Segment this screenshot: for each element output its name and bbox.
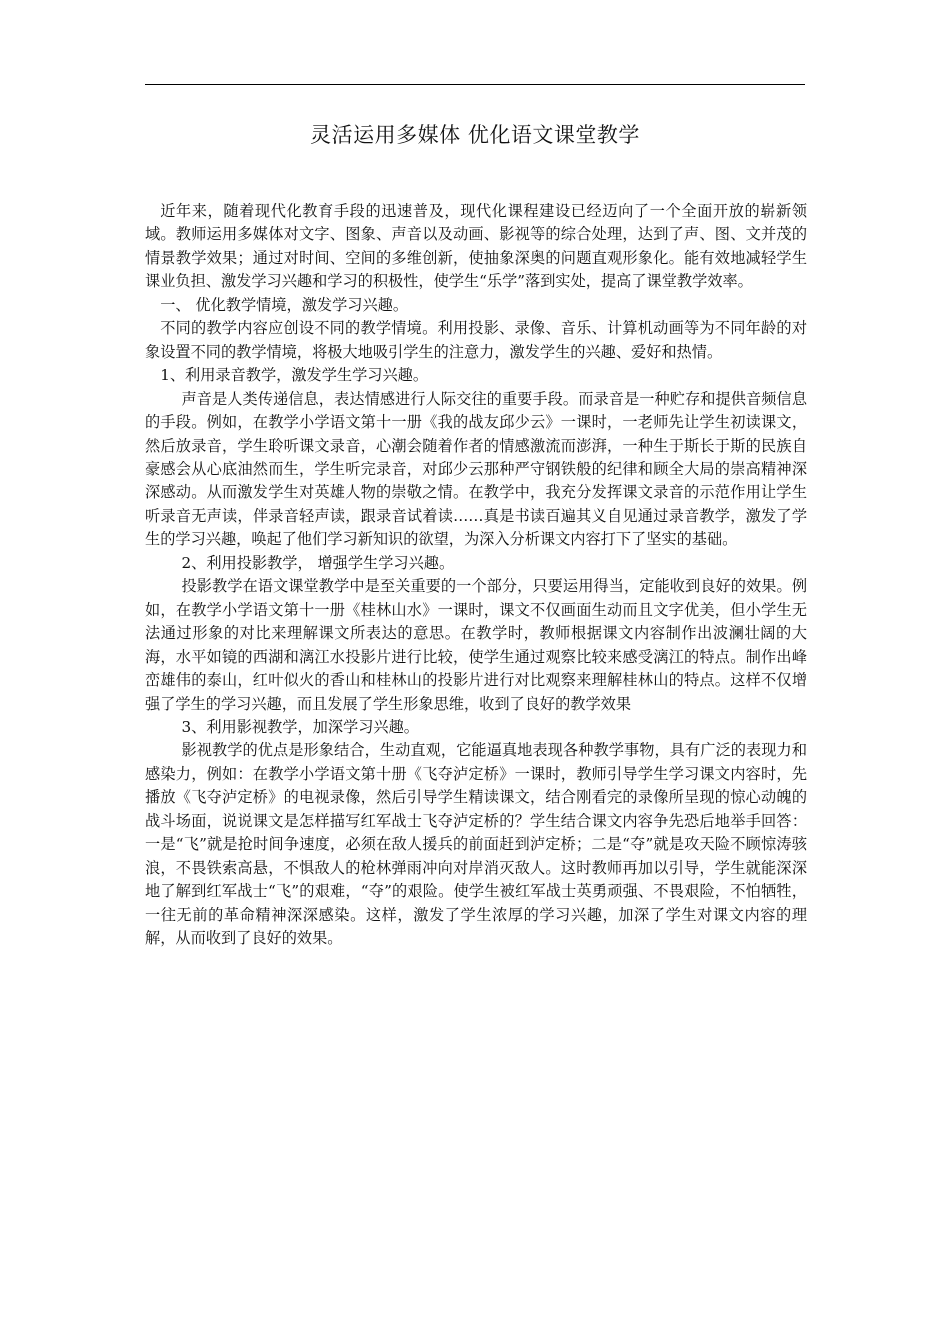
intro-paragraph: 近年来，随着现代化教育手段的迅速普及，现代化课程建设已经迈向了一个全面开放的崭新领域。教师运用多媒体对文字、图象、声音以及动画、影视等的综合处理，达到了声、图、文并茂的情景教学效果；通过对时间、空间的多维创新，使抽象深奥的问题直观形象化。能有效地减轻学生课业负担、激发学习兴趣和学习的积极性，使学生“乐学”落到实处，提高了课堂教学效率。 — [145, 202, 807, 291]
subheading-2: 2、利用投影教学， 增强学生学习兴趣。 — [181, 553, 455, 572]
section-heading-1: 一、 优化教学情境，激发学习兴趣。 — [160, 295, 409, 314]
subsection-1-paragraph: 声音是人类传递信息，表达情感进行人际交往的重要手段。而录音是一种贮存和提供音频信息的手段。例如，在教学小学语文第十一册《我的战友邱少云》一课时，一老师先让学生初读课文，然后放录音，学生聆听课文录音，心潮会随着作者的情感激流而澎湃，一种生于斯长于斯的民族自豪感会从心底油然而生，学生听完录音，对邱少云那种严守钢铁般的纪律和顾全大局的崇高精神深深感动。从而激发学生对英雄人物的崇敬之情。在教学中，我充分发挥课文录音的示范作用让学生听录音无声读，伴录音轻声读，跟录音试着读……真是书读百遍其义自见通过录音教学，激发了学生的学习兴趣，唤起了他们学习新知识的欲望，为深入分析课文内容打下了坚实的基础。 — [145, 389, 807, 549]
subsection-3-paragraph: 影视教学的优点是形象结合，生动直观，它能逼真地表现各种教学事物，具有广泛的表现力和感染力，例如：在教学小学语文第十册《飞夺泸定桥》一课时，教师引导学生学习课文内容时，先播放《飞夺泸定桥》的电视录像，然后引导学生精读课文，结合刚看完的录像所呈现的惊心动魄的战斗场面，说说课文是怎样描写红军战士飞夺泸定桥的？学生结合课文内容争先恐后地举手回答：一是“飞”就是抢时间争速度，必须在敌人援兵的前面赶到泸定桥；二是“夺”就是攻天险不顾惊涛骇浪，不畏铁索高悬，不惧敌人的枪林弹雨冲向对岸消灭敌人。这时教师再加以引导，学生就能深深地了解到红军战士“飞”的艰难，“夺”的艰险。使学生被红军战士英勇顽强、不畏艰险，不怕牺牲，一往无前的革命精神深深感染。这样，激发了学生浓厚的学习兴趣，加深了学生对课文内容的理解，从而收到了良好的效果。 — [145, 741, 807, 948]
section-1-paragraph: 不同的教学内容应创设不同的教学情境。利用投影、录像、音乐、计算机动画等为不同年龄的对象设置不同的教学情境，将极大地吸引学生的注意力，激发学生的兴趣、爱好和热情。 — [145, 319, 807, 361]
subsection-2-paragraph: 投影教学在语文课堂教学中是至关重要的一个部分，只要运用得当，定能收到良好的效果。例如，在教学小学语文第十一册《桂林山水》一课时，课文不仅画面生动而且文字优美，但小学生无法通过形象的对比来理解课文所表达的意思。在教学时，教师根据课文内容制作出波澜壮阔的大海，水平如镜的西湖和漓江水投影片进行比较，使学生通过观察比较来感受漓江的特点。制作出峰峦雄伟的泰山，红叶似火的香山和桂林山的投影片进行对比观察来理解桂林山的特点。这样不仅增强了学生的学习兴趣，而且发展了学生形象思维，收到了良好的教学效果 — [145, 577, 807, 713]
document-title: 灵活运用多媒体 优化语文课堂教学 — [310, 123, 640, 147]
document-body — [145, 200, 807, 951]
subheading-3: 3、利用影视教学，加深学习兴趣。 — [181, 717, 419, 736]
header-rule — [145, 84, 805, 85]
subheading-1: 1、利用录音教学，激发学生学习兴趣。 — [160, 366, 429, 385]
